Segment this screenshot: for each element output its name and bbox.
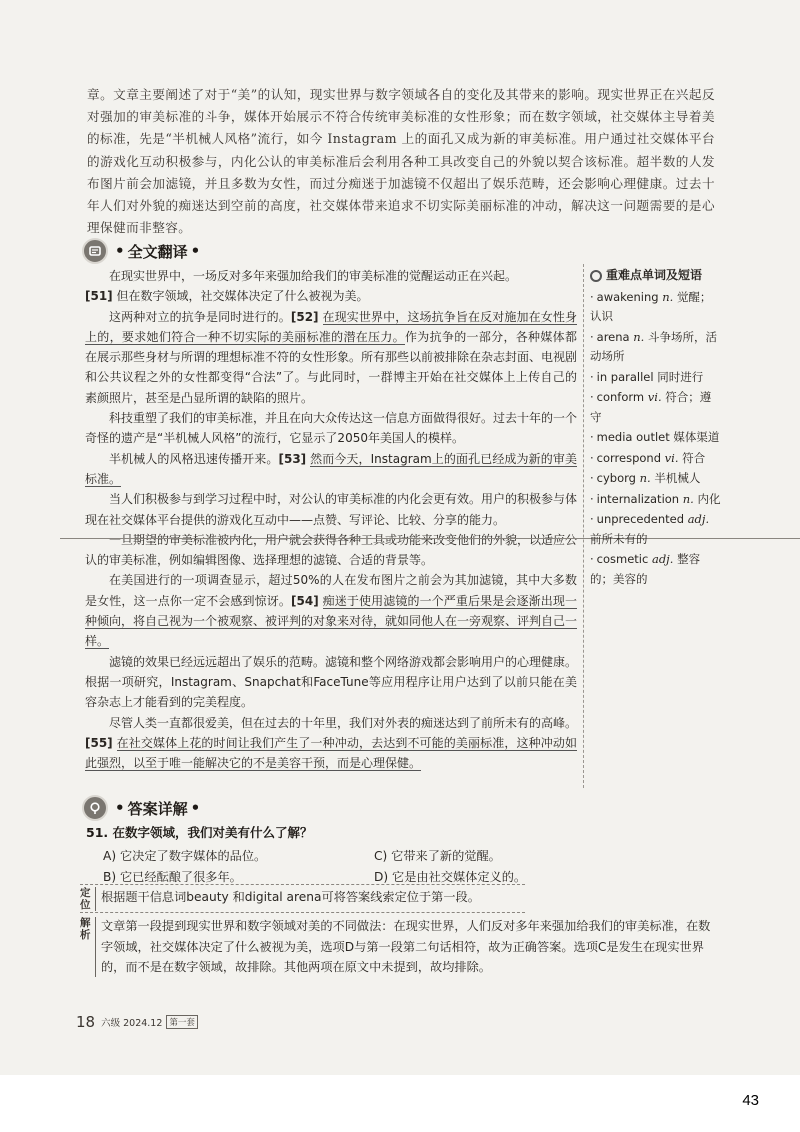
page-footer [76,1013,198,1031]
translation-paragraph-5: 当人们积极参与到学习过程中时，对公认的审美标准的内化会更有效。用户的积极参与体现在社交媒体平台提供的游戏化互动中——点赞、写评论、比较、分享的能力。 [85,492,578,527]
translation-paragraph-8: 滤镜的效果已经远远超出了娱乐的范畴。滤镜和整个网络游戏都会影响用户的心理健康。根据一项研究，Instagram、Snapchat和FaceTune等应用程序让用户达到了以前只能在美容杂志上才能看到的完美程度。 [85,654,578,710]
option-d: D) 它是由社交媒体定义的。 [374,870,527,884]
vocab-item: · unprecedented adj. 前所未有的 [590,512,710,546]
underlined-answer-55: 在社交媒体上花的时间让我们产生了一种冲动，去达到不可能的美丽标准，这种冲动如此强烈，以至于唯一能解决它的不是美容干预，而是心理保健。 [85,735,577,771]
analysis-tag: 解析 [80,917,91,941]
dashed-rule [80,884,525,885]
vocab-item: · arena n. 斗争场所，活动场所 [590,329,717,363]
translation-paragraph-7: 在美国进行的一项调查显示，超过50%的人在发布图片之前会为其加滤镜，其中大多数是女性，这一点你一定不会感到惊讶。[54] 痴迷于使用滤镜的一个严重后果是会逐渐出现一种倾向，将自己视为一个被观察、被评判的对象来对待，就如同他人在一旁观察、评判自己一样。 [85,573,578,649]
vocab-item: · conform vi. 符合；遵守 [590,390,712,424]
locate-bar [95,887,96,911]
question-marker-55: [55] [85,735,113,750]
answer-heading: • 答案详解 • [82,795,203,821]
answer-heading-label: 答案详解 [127,799,188,818]
footer-issue: 第一套 [166,1015,198,1029]
option-b: B) 它已经酝酿了很多年。 [103,870,242,884]
column-divider [583,264,584,788]
translation-paragraph-1: 在现实世界中，一场反对多年来强加给我们的审美标准的觉醒运动正在兴起。 [109,269,518,283]
underlined-answer-53: 然而今天，Instagram上的面孔已经成为新的审美标准。 [85,451,577,486]
translation-body [85,266,577,773]
answer-section-icon [82,795,108,821]
question-marker-52: [52] [290,309,319,324]
translation-paragraph-6: 一旦期望的审美标准被内化，用户就会获得各种工具或功能来改变他们的外貌，以适应公认的审美标准，例如编辑图像、选择理想的滤镜、合适的背景等。 [85,532,578,568]
question-marker-54: [54] [291,593,319,608]
vocab-item: · correspond vi. 符合 [590,450,706,465]
summary-paragraph: 章。文章主要阐述了对于“美”的认知，现实世界与数字领域各自的变化及其带来的影响。现实世界正在兴起反对强加的审美标准的斗争，媒体开始展示不符合传统审美标准的女性形象；而在数字领域，社交媒体主导着美的标准，先是“半机械人风格”流行，如今 Instagram 上的面孔又成为新的审美标准。用户通过社交媒体平台的游戏化互动积极参与，内化公认的审美标准后会利用各种工具改变自己的外貌以契合该标准。超半数的人发布图片前会加滤镜，并且多数为女性，而过分痴迷于加滤镜不仅超出了娱乐范畴，还会影响心理健康。过去十年人们对外貌的痴迷达到空前的高度，社交媒体带来追求不切实际美丽标准的冲动，解决这一问题需要的是心理保健而非整容。 [87,87,715,236]
question-marker-51: [51] [85,289,113,304]
translation-paragraph-2: 这两种对立的抗争是同时进行的。[52] 在现实世界中，这场抗争旨在反对施加在女性身上的，要求她们符合一种不切实际的美丽标准的潜在压力。作为抗争的一部分，各种媒体都在展示那些身材与所谓的理想标准不符的女性形象。所有那些以前被排除在杂志封面、电视剧和公共议程之外的女性都变得“合法”了。与此同时，一群博主开始在社交媒体上上传自己的素颜照片，甚至是凸显所谓的缺陷的照片。 [85,309,578,405]
underlined-answer-52: 在现实世界中，这场抗争旨在反对施加在女性身上的，要求她们符合一种不切实际的美丽标准的潜在压力。 [85,309,577,344]
translation-paragraph-9: 尽管人类一直都很爱美，但在过去的十年里，我们对外表的痴迷达到了前所未有的高峰。[55] 在社交媒体上花的时间让我们产生了一种冲动，去达到不可能的美丽标准，这种冲动如此强烈，以至于唯一能解决它的不是美容干预，而是心理保健。 [85,715,578,771]
translation-heading-label: 全文翻译 [127,242,188,261]
option-c: C) 它带来了新的觉醒。 [374,849,501,863]
translation-paragraph-3: 科技重塑了我们的审美标准，并且在向大众传达这一信息方面做得很好。过去十年的一个奇怪的遗产是“半机械人风格”的流行，它显示了2050年美国人的模样。 [85,411,578,446]
footer-magazine: 六级 2024.12 [101,1018,163,1029]
locate-tag: 定位 [80,887,91,911]
vocab-item: · cyborg n. 半机械人 [590,471,701,485]
question-stem: 51. 在数字领域，我们对美有什么了解？ [86,825,313,840]
footer-page-number: 18 [76,1013,96,1031]
vocab-title-icon [590,270,602,282]
vocab-item: · awakening n. 觉醒；认识 [590,289,712,323]
vocab-item: · media outlet 媒体渠道 [590,430,720,444]
translation-paragraph-4: 半机械人的风格迅速传播开来。[53] 然而今天，Instagram上的面孔已经成为新的审美标准。 [85,451,577,486]
analysis-text: 文章第一段提到现实世界和数字领域对美的不同做法：在现实世界，人们反对多年来强加给我们的审美标准，在数字领域，社交媒体决定了什么被视为美，选项D与第一段第二句话相符，故为正确答案。选项C是发生在现实世界的，而不是在数字领域，故排除。其他两项在原文中未提到，故均排除。 [101,919,711,974]
locate-text: 根据题干信息词beauty 和digital arena可将答案线索定位于第一段。 [101,890,480,904]
option-a: A) 它决定了数字媒体的品位。 [103,849,267,863]
page-number: 43 [742,1092,759,1109]
translation-heading: • 全文翻译 • [82,238,203,264]
vocab-item: · in parallel 同时进行 [590,369,704,384]
vocab-item: · cosmetic adj. 整容的；美容的 [590,552,701,586]
question-marker-53: [53] [278,451,307,466]
vocab-sidebar [590,266,722,590]
translation-paragraph-1b: [51] 但在数字领域，社交媒体决定了什么被视为美。 [85,289,369,304]
analysis-bar [95,917,96,977]
dashed-rule [80,912,525,913]
translation-section-icon [82,238,108,264]
underlined-answer-54: 痴迷于使用滤镜的一个严重后果是会逐渐出现一种倾向，将自己视为一个被观察、被评判的对象来对待，就如同他人在一旁观察、评判自己一样。 [85,593,578,649]
vocab-item: · internalization n. 内化 [590,491,721,506]
vocab-title: 重难点单词及短语 [590,266,722,286]
